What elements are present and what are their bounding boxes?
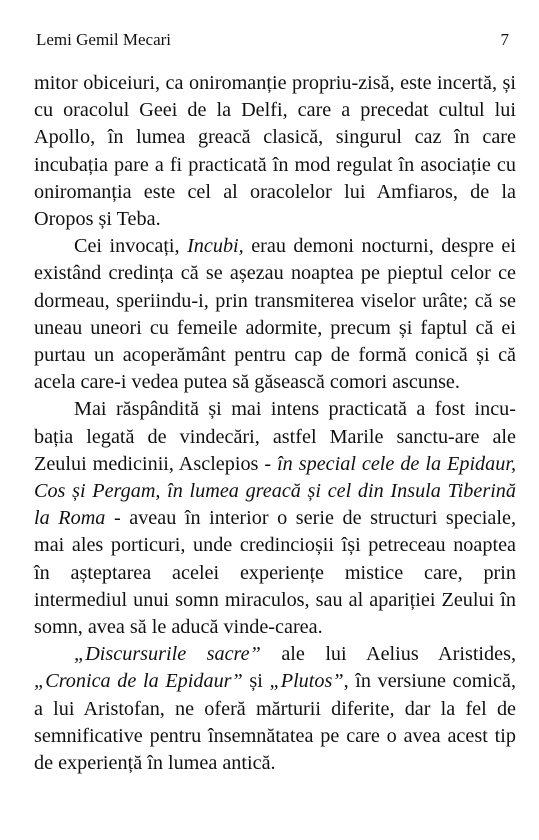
header-author: Lemi Gemil Mecari — [36, 30, 172, 49]
paragraph-3-text-continued: - aveau în interior o serie de structuri speciale, mai ales porticuri, unde credincioșii își petreceau noaptea în așteptarea acelei experiențe mistice care, prin intermediul unui somn miraculos, sau al apariției Zeului în somn, avea să le aducă vinde-carea. — [34, 507, 516, 639]
paragraph-4-text: ale lui Aelius Aristides, — [260, 643, 516, 666]
paragraph-4-title-discursuri: „Discursurile sacre” — [74, 643, 261, 666]
paragraph-3 — [34, 396, 516, 641]
paragraph-1 — [34, 70, 516, 233]
paragraph-4-text-continued: , în versiune comică, a lui Aristofan, ne oferă mărturii diferite, dar la fel de semnificative pentru însemnătatea pe care o avea acest tip de experiență în lumea antică. — [34, 670, 516, 775]
paragraph-4-title-plutos: „Plutos” — [269, 670, 344, 693]
paragraph-2 — [34, 233, 516, 396]
paragraph-4 — [34, 641, 516, 777]
running-header — [36, 30, 509, 54]
paragraph-2-text: Cei invocați, — [74, 235, 188, 258]
body-text — [34, 70, 516, 777]
paragraph-1-text: mitor obiceiuri, ca oniromanție propriu-zisă, este incertă, și cu oracolul Geei de la Delfi, care a precedat cultul lui Apollo, în lumea greacă clasică, singurul caz în care incubația pare a fi practicată în mod regulat în asociație cu oniromanția este cel al oracolelor lui Amfiaros, de la Oropos și Teba. — [34, 72, 516, 231]
paragraph-2-text-continued: erau demoni nocturni, despre ei existând credința că se așezau noaptea pe pieptul celor ce dormeau, speriindu-i, prin transmiterea viselor urâte; că se uneau uneori cu femeile adormite, precum și faptul că ei purtau un acoperământ pentru cap de formă conică și că acela care-i vedea putea să găsească comori ascunse. — [34, 235, 516, 394]
paragraph-3-italic-passage: în special cele de la Epidaur, Cos și Pergam, în lumea greacă și cel din Insula Tiberină la Roma — [34, 452, 517, 530]
page-number: 7 — [500, 30, 509, 49]
paragraph-2-italic-term: Incubi, — [187, 235, 244, 258]
paragraph-3-text: Mai răspândită și mai intens practicată a fost incu-bația legată de vindecări, astfel Marile sanctu-are ale Zeului medicinii, Asclepios - — [34, 398, 516, 475]
paragraph-4-text-conjunction: și — [242, 670, 270, 693]
paragraph-4-title-cronica: „Cronica de la Epidaur” — [34, 670, 243, 693]
